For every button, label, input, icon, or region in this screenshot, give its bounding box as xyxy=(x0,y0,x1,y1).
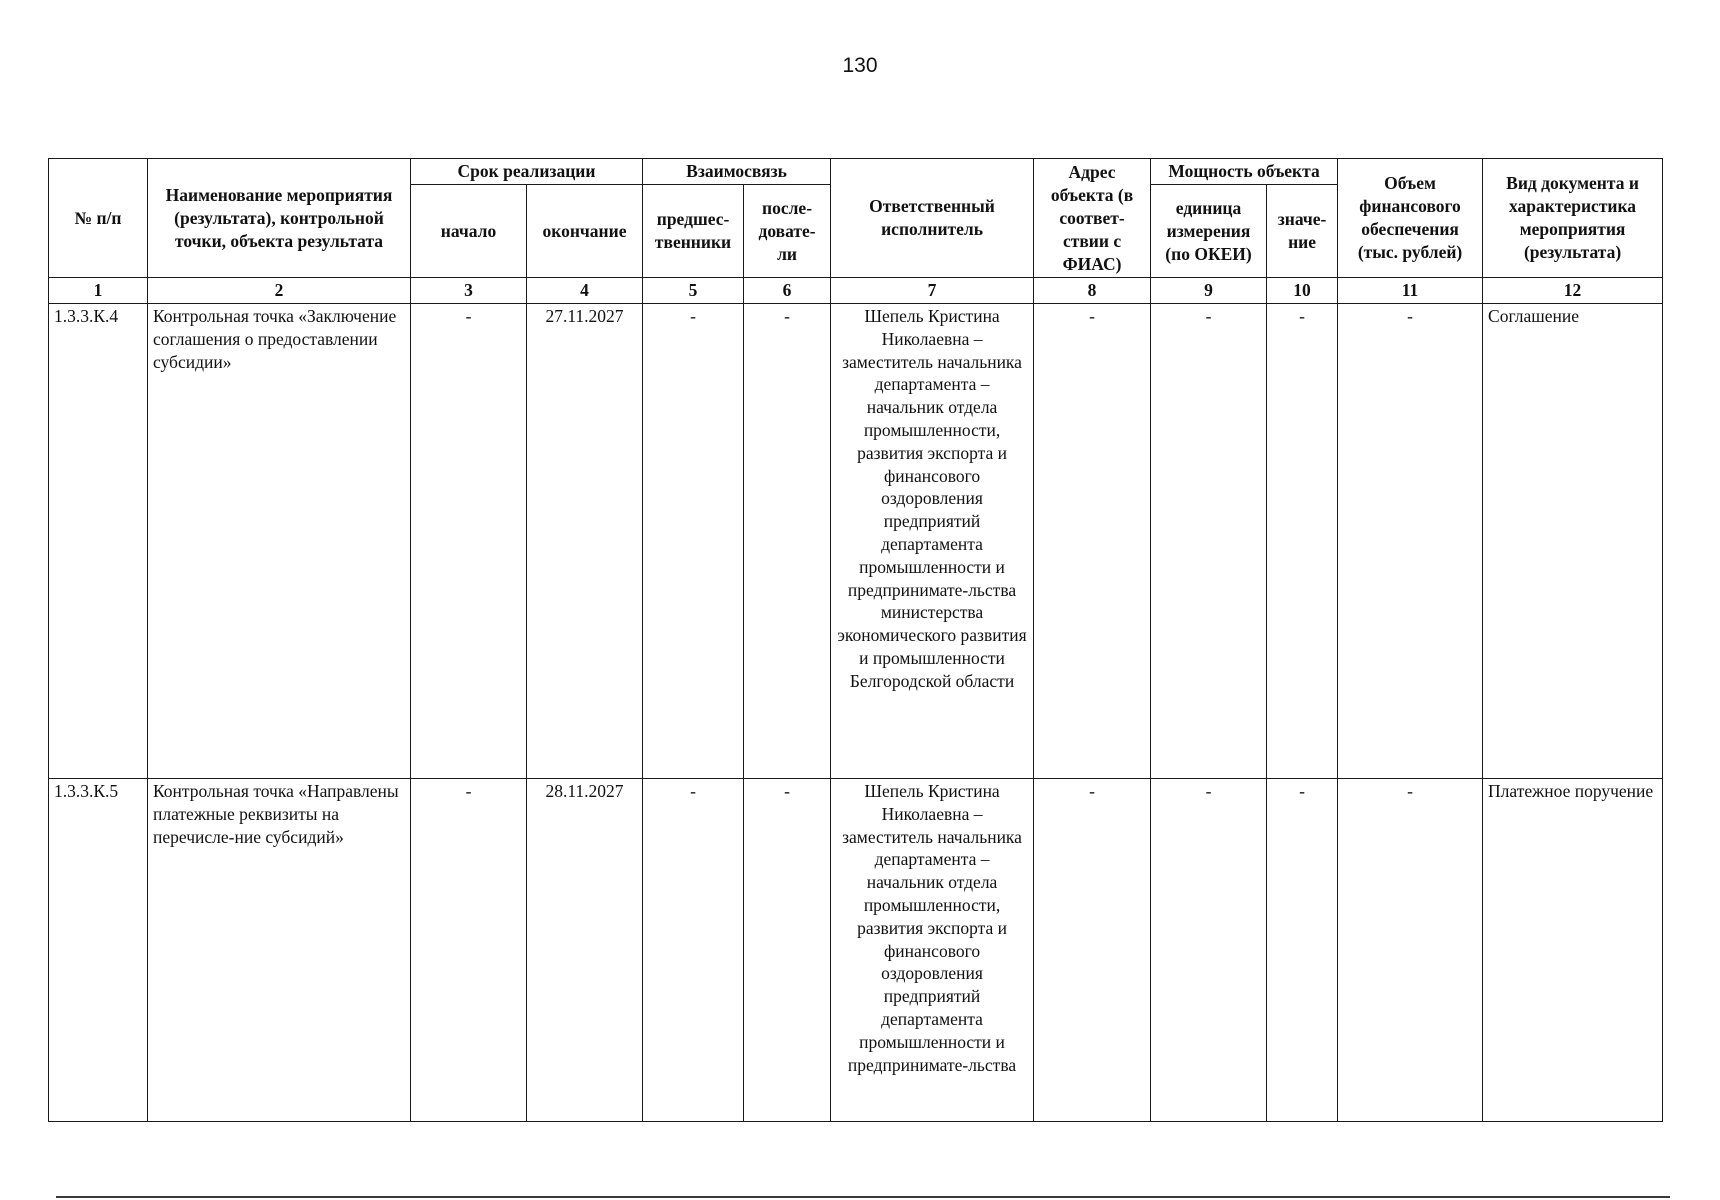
header-successors: после-довате-ли xyxy=(744,185,831,278)
header-start: начало xyxy=(411,185,527,278)
header-name: Наименование мероприятия (результата), контрольной точки, объекта результата xyxy=(148,159,411,278)
row-number: 1.3.3.К.5 xyxy=(49,779,148,1122)
header-group-link: Взаимосвязь xyxy=(643,159,831,185)
header-group-term: Срок реализации xyxy=(411,159,643,185)
header-unit: единица измерения (по ОКЕИ) xyxy=(1151,185,1267,278)
row-name: Контрольная точка «Направлены платежные реквизиты на перечисле-ние субсидий» xyxy=(148,779,411,1122)
header-address: Адрес объекта (в соответ-ствии с ФИАС) xyxy=(1034,159,1151,278)
row-responsible: Шепель Кристина Николаевна – заместитель начальника департамента – начальник отдела промышленности, развития экспорта и финансового оздоровления предприятий департамента промышленности и предпринимате-льства xyxy=(831,779,1034,1122)
plan-table xyxy=(48,158,1663,1122)
column-number: 5 xyxy=(643,278,744,304)
row-volume: - xyxy=(1338,304,1483,779)
row-volume: - xyxy=(1338,779,1483,1122)
row-successors: - xyxy=(744,779,831,1122)
header-value: значе-ние xyxy=(1267,185,1338,278)
row-value: - xyxy=(1267,304,1338,779)
row-start: - xyxy=(411,304,527,779)
row-doc: Соглашение xyxy=(1483,304,1663,779)
table-row xyxy=(49,304,1663,779)
row-address: - xyxy=(1034,779,1151,1122)
row-value: - xyxy=(1267,779,1338,1122)
row-doc: Платежное поручение xyxy=(1483,779,1663,1122)
row-number: 1.3.3.К.4 xyxy=(49,304,148,779)
row-unit: - xyxy=(1151,779,1267,1122)
header-end: окончание xyxy=(527,185,643,278)
column-number: 4 xyxy=(527,278,643,304)
column-number: 1 xyxy=(49,278,148,304)
row-address: - xyxy=(1034,304,1151,779)
bottom-rule xyxy=(56,1196,1670,1198)
header-num: № п/п xyxy=(49,159,148,278)
row-unit: - xyxy=(1151,304,1267,779)
column-number: 12 xyxy=(1483,278,1663,304)
header-responsible: Ответственный исполнитель xyxy=(831,159,1034,278)
row-predecessors: - xyxy=(643,779,744,1122)
row-end: 27.11.2027 xyxy=(527,304,643,779)
column-number: 8 xyxy=(1034,278,1151,304)
header-row-top xyxy=(49,159,1663,185)
column-number: 6 xyxy=(744,278,831,304)
column-number: 7 xyxy=(831,278,1034,304)
row-predecessors: - xyxy=(643,304,744,779)
column-number: 11 xyxy=(1338,278,1483,304)
row-name: Контрольная точка «Заключение соглашения о предоставлении субсидии» xyxy=(148,304,411,779)
row-start: - xyxy=(411,779,527,1122)
page-number: 130 xyxy=(842,54,878,77)
column-number: 9 xyxy=(1151,278,1267,304)
column-number-row xyxy=(49,278,1663,304)
header-volume: Объем финансового обеспечения (тыс. рублей) xyxy=(1338,159,1483,278)
column-number: 2 xyxy=(148,278,411,304)
row-responsible: Шепель Кристина Николаевна – заместитель начальника департамента – начальник отдела промышленности, развития экспорта и финансового оздоровления предприятий департамента промышленности и предпринимате-льства министерства экономического развития и промышленности Белгородской области xyxy=(831,304,1034,779)
column-number: 10 xyxy=(1267,278,1338,304)
row-end: 28.11.2027 xyxy=(527,779,643,1122)
column-number: 3 xyxy=(411,278,527,304)
row-successors: - xyxy=(744,304,831,779)
header-predecessors: предшес-твенники xyxy=(643,185,744,278)
header-doc: Вид документа и характеристика мероприятия (результата) xyxy=(1483,159,1663,278)
table-row xyxy=(49,779,1663,1122)
header-group-capacity: Мощность объекта xyxy=(1151,159,1338,185)
